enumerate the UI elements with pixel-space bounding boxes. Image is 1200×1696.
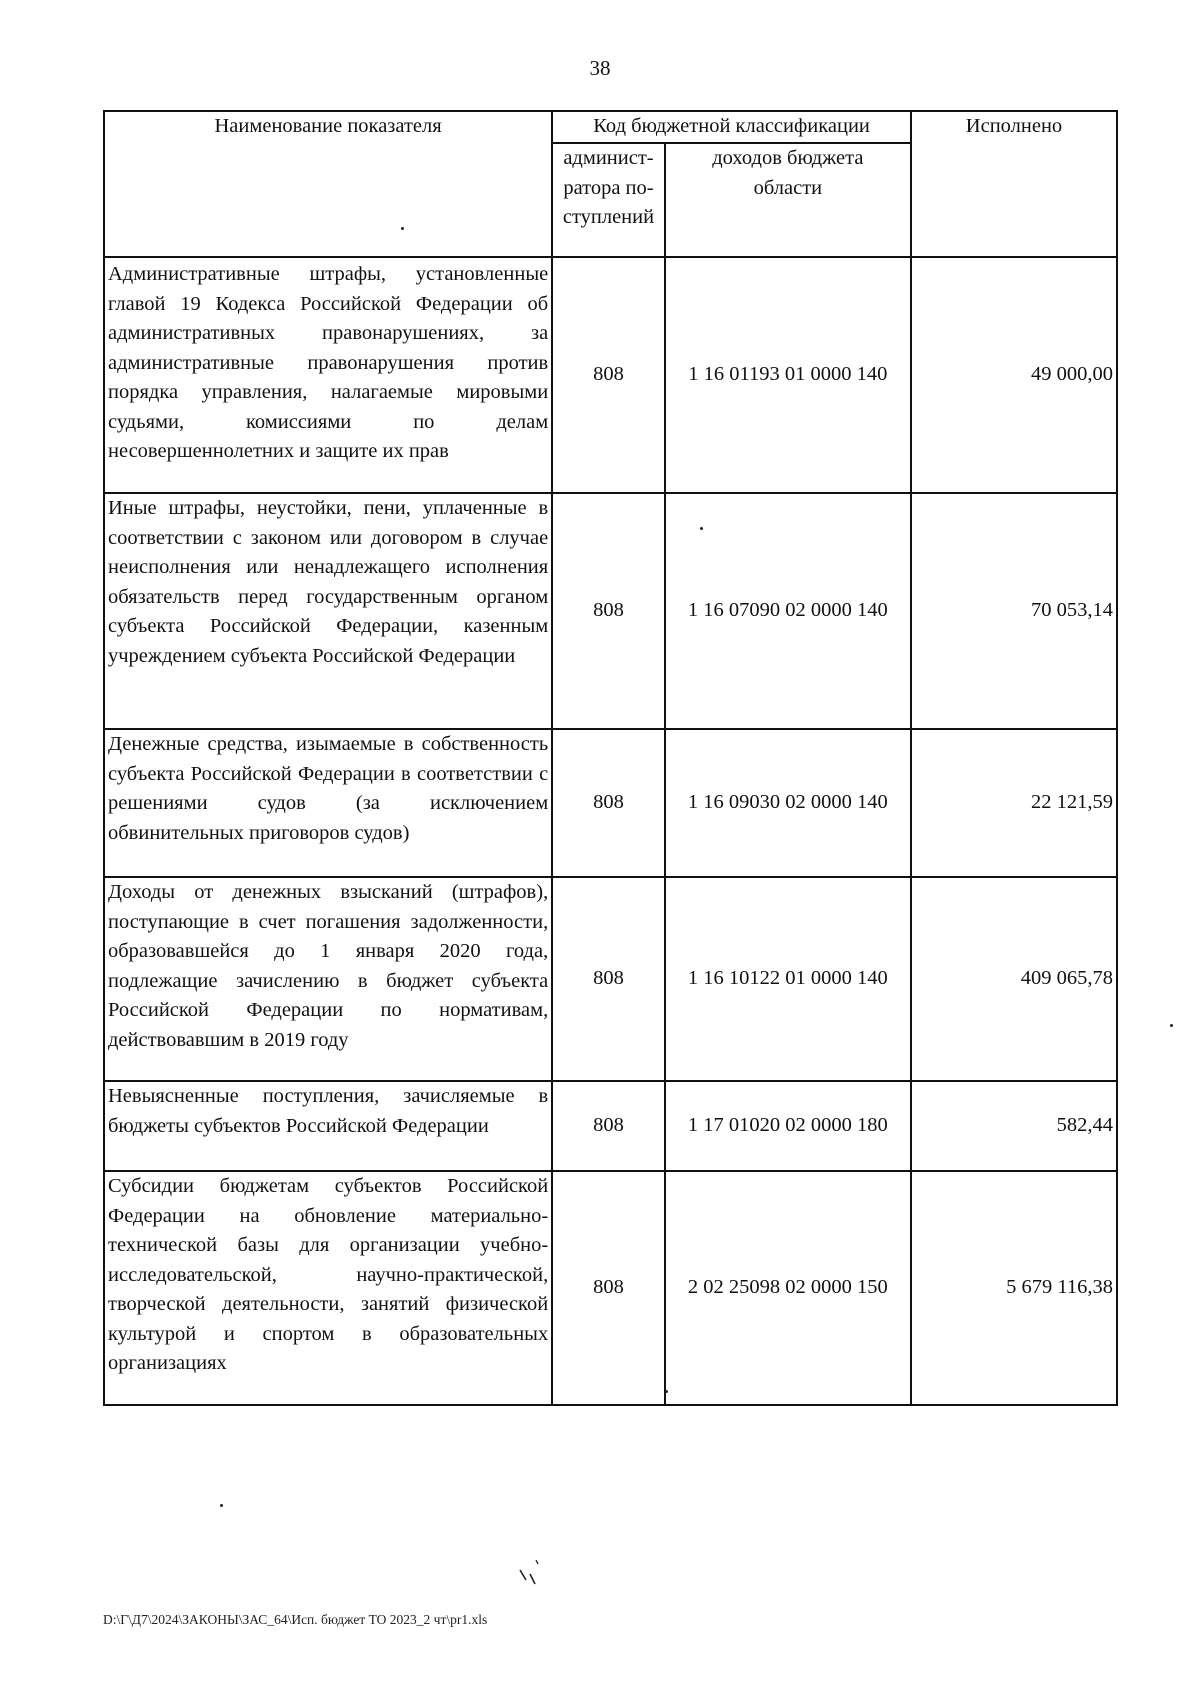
row-executed-amount: 22 121,59 — [911, 729, 1117, 877]
row-admin-code: 808 — [552, 1171, 665, 1405]
row-revenue-code: 2 02 25098 02 0000 150 — [665, 1171, 911, 1405]
scan-speck — [401, 227, 404, 230]
row-executed-amount: 5 679 116,38 — [911, 1171, 1117, 1405]
header-code-line-2: области — [753, 176, 823, 199]
row-revenue-code: 1 16 10122 01 0000 140 — [665, 877, 911, 1081]
header-code-line-1: доходов бюджета — [712, 147, 864, 169]
table-row — [104, 729, 1117, 877]
row-admin-code: 808 — [552, 1081, 665, 1171]
table-row — [104, 493, 1117, 729]
header-budget-classification-code: Код бюджетной классификации — [552, 111, 911, 143]
header-admin-line-1: админист- — [563, 147, 654, 169]
file-path-footer: D:\Г\Д7\2024\ЗАКОНЫ\ЗАС_64\Исп. бюджет ТО 2023_2 чт\pr1.xls — [103, 1612, 488, 1627]
row-executed-amount: 582,44 — [911, 1081, 1117, 1171]
row-admin-code: 808 — [552, 493, 665, 729]
row-revenue-code: 1 16 01193 01 0000 140 — [665, 257, 911, 493]
header-admin-line-2: ратора по- — [563, 176, 654, 199]
row-admin-code: 808 — [552, 729, 665, 877]
table-row — [104, 257, 1117, 493]
scan-speck — [1170, 1024, 1173, 1027]
row-admin-code: 808 — [552, 877, 665, 1081]
row-indicator-name: Административные штрафы, установленные главой 19 Кодекса Российской Федерации об административных правонарушениях, за административные правонарушения против порядка управления, налагаемые мировыми судьями, комиссиями по делам несовершеннолетних и защите их прав — [104, 257, 552, 493]
header-admin-line-3: ступлений — [562, 206, 655, 228]
row-indicator-name: Субсидии бюджетам субъектов Российской Федерации на обновление материально-технической базы для организации учебно-исследовательской, научно-практической, творческой деятельности, занятий физической культурой и спортом в образовательных организациях — [104, 1171, 552, 1405]
header-indicator-name: Наименование показателя — [104, 111, 552, 257]
scan-speck — [665, 1390, 668, 1393]
row-executed-amount: 49 000,00 — [911, 257, 1117, 493]
row-revenue-code: 1 16 07090 02 0000 140 — [665, 493, 911, 729]
table-row — [104, 877, 1117, 1081]
row-admin-code: 808 — [552, 257, 665, 493]
scan-speck — [220, 1504, 223, 1507]
row-indicator-name: Доходы от денежных взысканий (штрафов), поступающие в счет погашения задолженности, образовавшейся до 1 января 2020 года, подлежащие зачислению в бюджет субъекта Российской Федерации по нормативам, действовавшим в 2019 году — [104, 877, 552, 1081]
row-revenue-code: 1 16 09030 02 0000 140 — [665, 729, 911, 877]
scan-speck — [700, 527, 703, 530]
header-executed: Исполнено — [911, 111, 1117, 257]
row-indicator-name: Денежные средства, изымаемые в собственность субъекта Российской Федерации в соответствии с решениями судов (за исключением обвинительных приговоров судов) — [104, 729, 552, 877]
header-regional-budget-revenue — [665, 143, 911, 257]
revenue-table — [103, 110, 1118, 1406]
row-executed-amount: 409 065,78 — [911, 877, 1117, 1081]
row-revenue-code: 1 17 01020 02 0000 180 — [665, 1081, 911, 1171]
handwritten-mark — [516, 1556, 546, 1592]
header-revenue-administrator — [552, 143, 665, 257]
table-row — [104, 1171, 1117, 1405]
row-indicator-name: Иные штрафы, неустойки, пени, уплаченные в соответствии с законом или договором в случае неисполнения или ненадлежащего исполнения обязательств перед государственным органом субъекта Российской Федерации, казенным учреждением субъекта Российской Федерации — [104, 493, 552, 729]
page-number: 38 — [589, 56, 611, 80]
row-executed-amount: 70 053,14 — [911, 493, 1117, 729]
table-row — [104, 1081, 1117, 1171]
row-indicator-name: Невыясненные поступления, зачисляемые в бюджеты субъектов Российской Федерации — [104, 1081, 552, 1171]
